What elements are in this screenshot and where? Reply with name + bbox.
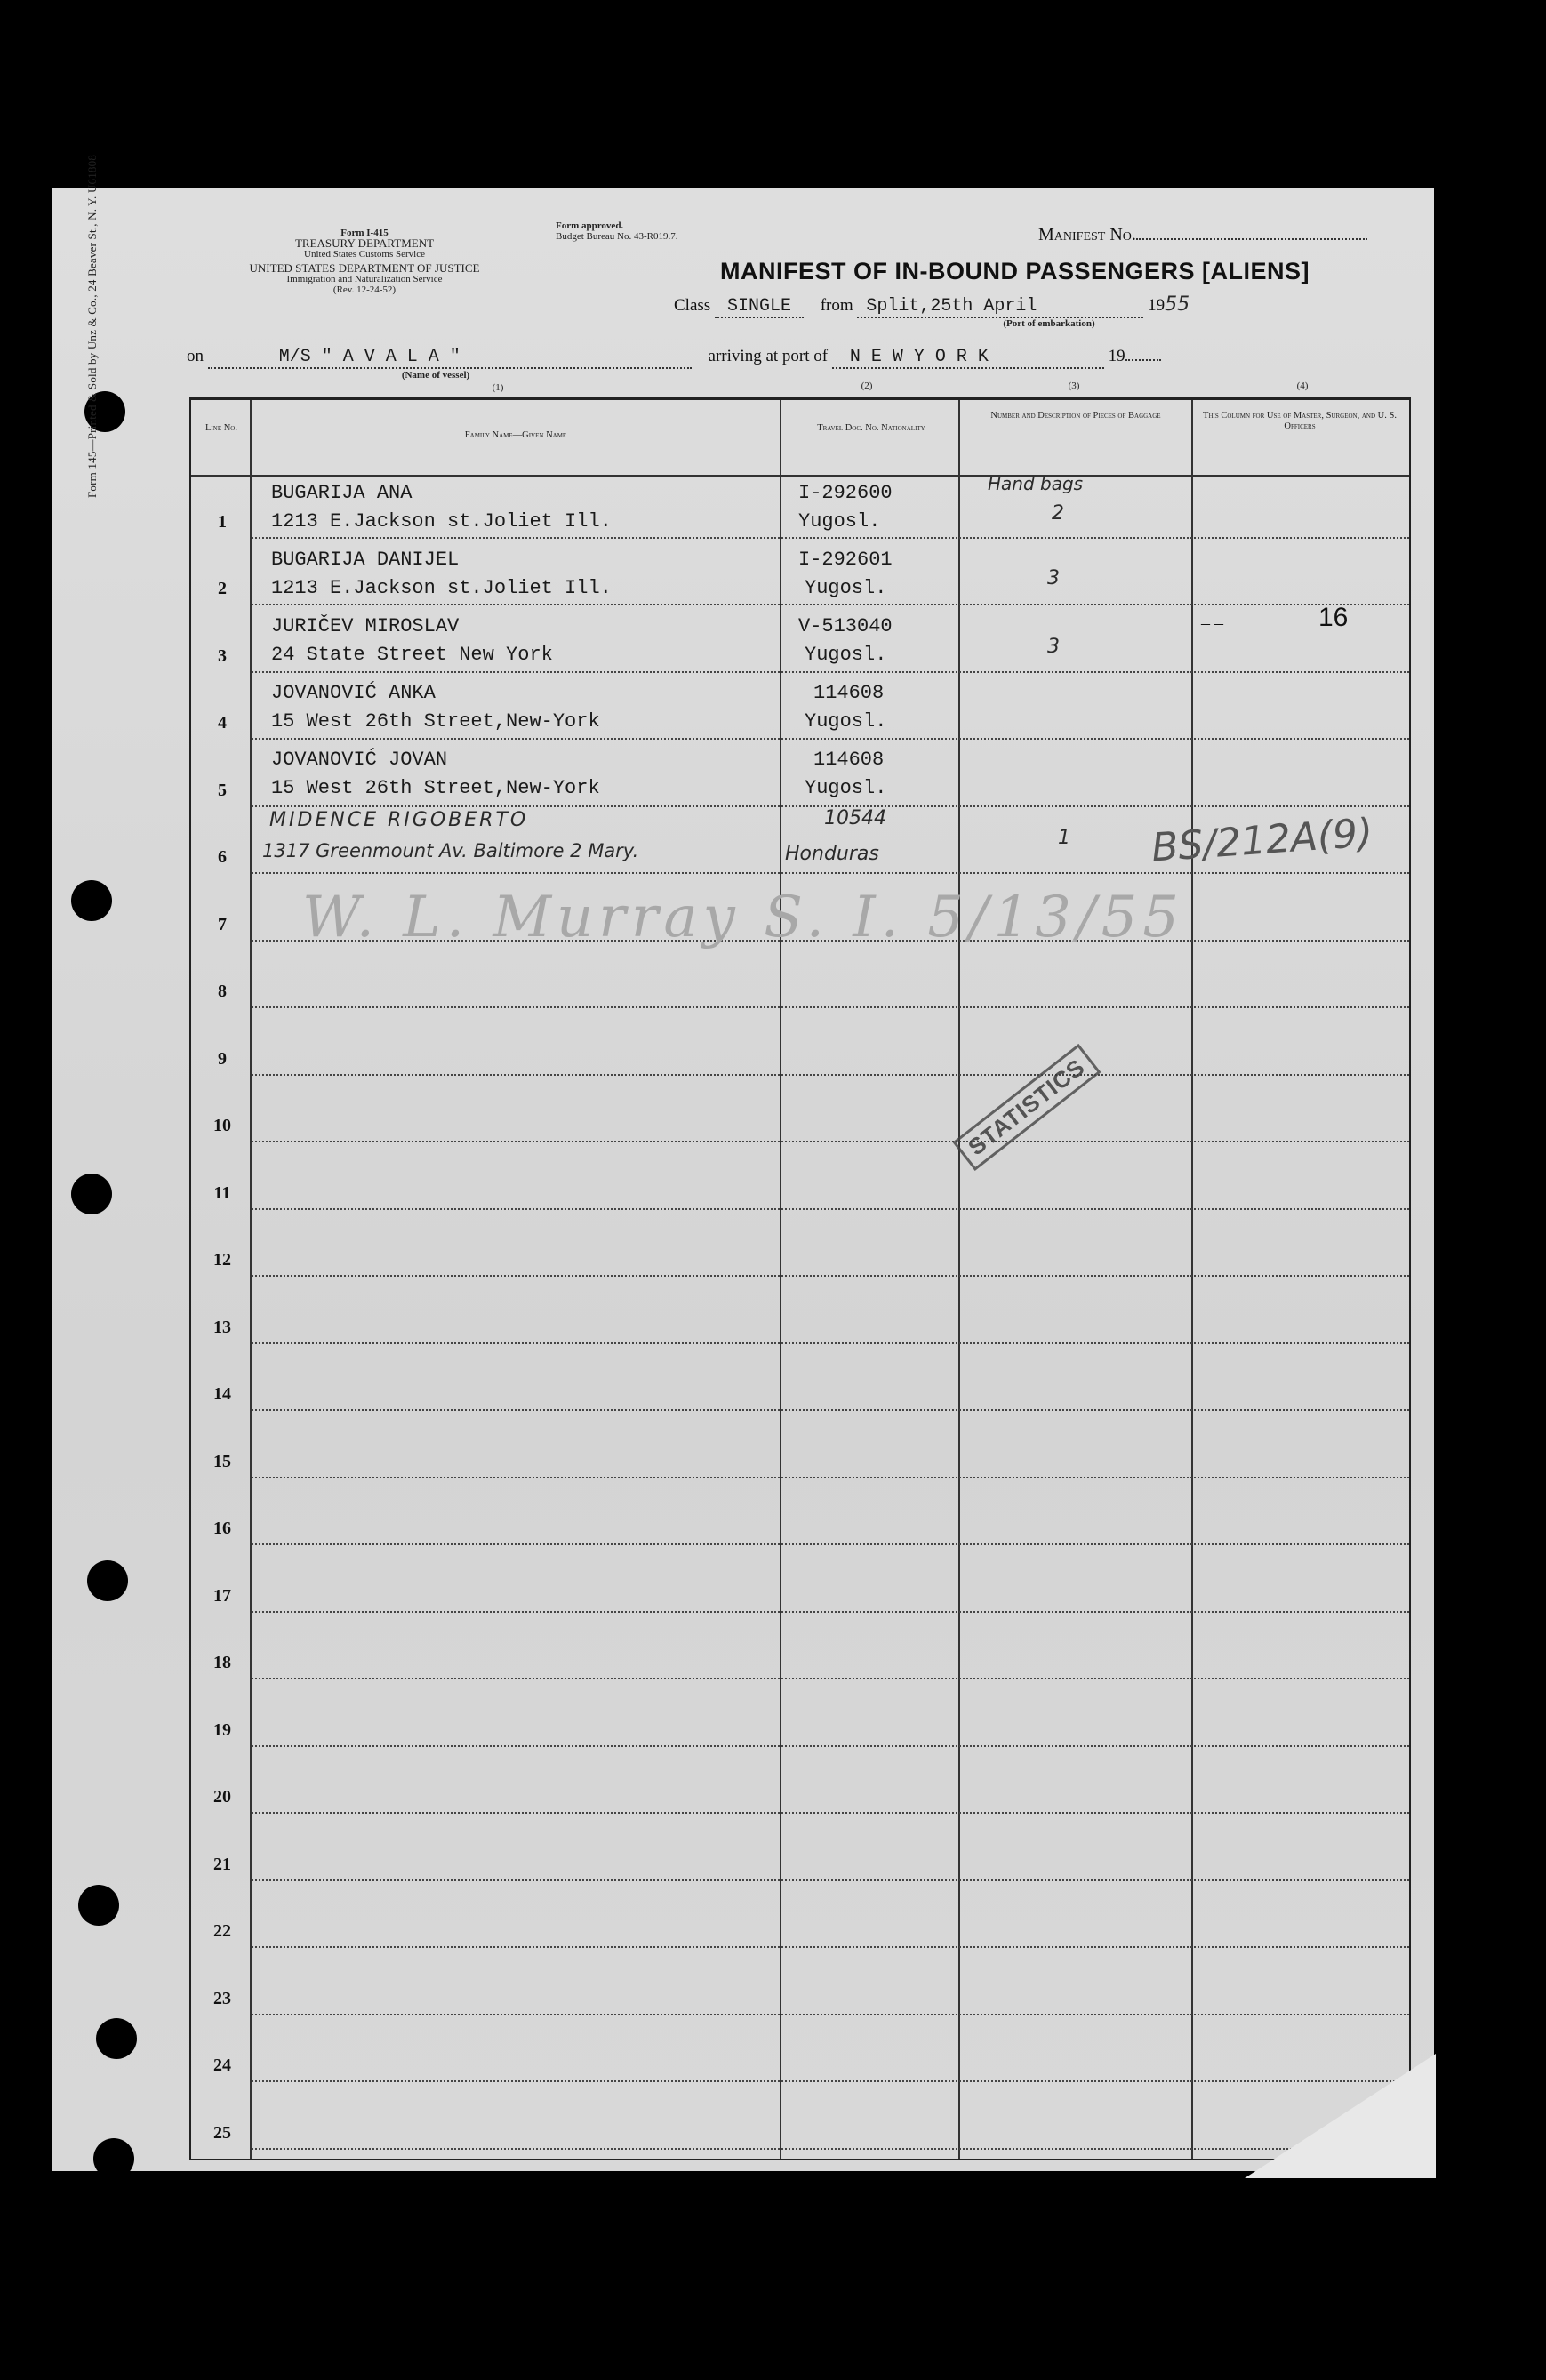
col-ref-2: (2) — [861, 381, 873, 391]
ins-service: Immigration and Naturalization Service — [286, 274, 443, 284]
punch-hole — [71, 880, 112, 921]
row-number: 21 — [213, 1854, 231, 1874]
row-number: 19 — [213, 1719, 231, 1740]
row-line — [252, 1678, 1409, 1679]
row-line — [252, 1543, 1409, 1545]
passenger-address: 1213 E.Jackson st.Joliet Ill. — [271, 577, 612, 599]
punch-hole — [78, 1885, 119, 1926]
class-value: SINGLE — [715, 296, 804, 318]
from-label: from — [820, 296, 853, 315]
row-number: 3 — [218, 645, 227, 666]
col-divider — [958, 400, 960, 2159]
baggage-note: Hand bags — [988, 473, 1084, 494]
row-number: 2 — [218, 579, 227, 598]
passenger-address: 24 State Street New York — [271, 644, 553, 666]
arrival-year: 19 — [1108, 347, 1125, 365]
row-line — [252, 671, 1409, 673]
travel-doc: 114608 — [813, 749, 885, 771]
justice-dept: UNITED STATES DEPARTMENT OF JUSTICE — [249, 261, 480, 275]
baggage-count: 1 — [1058, 827, 1070, 849]
travel-doc: V-513040 — [798, 615, 893, 637]
row-line — [252, 604, 1409, 605]
revision-date: (Rev. 12-24-52) — [332, 284, 397, 295]
row-line — [252, 1342, 1409, 1344]
col-ref-4: (4) — [1296, 381, 1309, 391]
col-divider — [1191, 400, 1193, 2159]
row-number: 12 — [213, 1250, 231, 1270]
row-number: 16 — [213, 1519, 231, 1538]
class-label: Class — [674, 296, 711, 315]
nationality: Yugosl. — [805, 644, 887, 666]
officer-dash: – – — [1201, 613, 1223, 633]
nationality: Yugosl. — [805, 577, 887, 599]
arriving-label: arriving at port of — [708, 347, 829, 365]
form-approved: Form approved. — [556, 220, 624, 231]
passenger-table — [189, 397, 1411, 2160]
manifest-no-label: Manifest No. — [1038, 225, 1136, 244]
row-line — [252, 1477, 1409, 1478]
row-line — [252, 738, 1409, 740]
folded-corner — [1245, 2054, 1436, 2178]
col-header-name: Family Name—Given Name — [464, 430, 567, 440]
col-header-line: Line No. — [205, 423, 237, 433]
baggage-count: 3 — [1047, 567, 1060, 589]
row-number: 4 — [218, 713, 227, 733]
nationality: Yugosl. — [805, 710, 887, 733]
passenger-name: JURIČEV MIROSLAV — [271, 615, 460, 637]
row-line — [252, 1879, 1409, 1881]
travel-doc: I-292600 — [798, 482, 893, 504]
treasury-dept: TREASURY DEPARTMENT — [294, 236, 435, 250]
row-line — [252, 2014, 1409, 2015]
row-number: 17 — [213, 1585, 231, 1606]
row-number: 15 — [213, 1451, 231, 1471]
page-title: MANIFEST OF IN-BOUND PASSENGERS [ALIENS] — [720, 258, 1310, 284]
vessel-caption: (Name of vessel) — [401, 370, 470, 381]
row-line — [252, 2080, 1409, 2082]
row-number: 13 — [213, 1317, 231, 1337]
row-line — [252, 1409, 1409, 1411]
travel-doc: 114608 — [813, 682, 885, 704]
punch-hole — [96, 2018, 137, 2059]
faint-signature: W. L. Murray S. I. 5/13/55 — [302, 885, 1184, 950]
row-line — [252, 1275, 1409, 1277]
row-line — [252, 1745, 1409, 1747]
nationality: Yugosl. — [798, 510, 881, 533]
travel-doc: I-292601 — [798, 549, 893, 571]
nationality: Honduras — [785, 843, 879, 865]
manifest-number-field — [1038, 225, 1367, 245]
row-number: 20 — [213, 1787, 231, 1807]
passenger-name: MIDENCE RIGOBERTO — [269, 809, 529, 831]
from-value: Split,25th April — [857, 296, 1143, 318]
punch-hole — [93, 2138, 134, 2179]
row-number: 23 — [213, 1988, 231, 2008]
col-ref-1: (1) — [492, 382, 504, 393]
row-line — [252, 1006, 1409, 1008]
vessel-value: M/S " A V A L A " — [208, 347, 692, 369]
passenger-name: JOVANOVIĆ ANKA — [271, 682, 436, 704]
row-line — [252, 1074, 1409, 1076]
row-number: 14 — [213, 1384, 231, 1404]
row-number: 18 — [213, 1653, 231, 1672]
row-number: 6 — [218, 847, 227, 867]
punch-hole — [87, 1560, 128, 1601]
class-line — [674, 293, 1190, 317]
passenger-address: 15 West 26th Street,New-York — [271, 777, 600, 799]
officer-count: 16 — [1318, 603, 1349, 632]
row-line — [252, 1611, 1409, 1613]
row-number: 8 — [218, 982, 227, 1001]
row-line — [252, 537, 1409, 539]
row-number: 5 — [218, 780, 227, 800]
row-number: 1 — [218, 511, 227, 532]
passenger-address: 1213 E.Jackson st.Joliet Ill. — [271, 510, 612, 533]
vessel-line — [187, 347, 1161, 367]
row-line — [252, 1946, 1409, 1948]
passenger-address: 1317 Greenmount Av. Baltimore 2 Mary. — [262, 840, 639, 861]
year-prefix: 19 — [1148, 296, 1166, 315]
baggage-count: 3 — [1047, 636, 1060, 658]
arriving-value: N E W Y O R K — [832, 347, 1104, 369]
col-header-travel: Travel Doc. No. Nationality — [817, 423, 925, 433]
row-number: 24 — [213, 2055, 231, 2075]
travel-doc: 10544 — [824, 807, 886, 829]
row-number: 25 — [213, 2122, 231, 2143]
row-number: 9 — [218, 1048, 227, 1069]
budget-bureau: Budget Bureau No. 43-R019.7. — [556, 231, 678, 242]
handwritten-reference: BS/212A(9) — [1149, 810, 1374, 871]
col-ref-3: (3) — [1068, 381, 1080, 391]
statistics-stamp: STATISTICS — [952, 1044, 1101, 1171]
row-number: 10 — [213, 1116, 231, 1135]
col-divider — [780, 400, 781, 2159]
form-identification — [169, 228, 560, 295]
baggage-count: 2 — [1052, 502, 1064, 525]
passenger-address: 15 West 26th Street,New-York — [271, 710, 600, 733]
row-number: 11 — [213, 1182, 231, 1203]
row-line — [252, 1812, 1409, 1814]
approval-block — [556, 220, 733, 242]
row-number: 7 — [218, 914, 227, 934]
passenger-name: JOVANOVIĆ JOVAN — [271, 749, 448, 771]
port-embarkation-caption: (Port of embarkation) — [1003, 318, 1095, 329]
passenger-name: BUGARIJA ANA — [271, 482, 413, 504]
col-divider — [250, 400, 252, 2159]
punch-hole — [71, 1174, 112, 1214]
row-line — [252, 1208, 1409, 1210]
on-label: on — [187, 347, 204, 365]
col-header-baggage: Number and Description of Pieces of Baggage — [990, 411, 1161, 421]
col-header-officers: This Column for Use of Master, Surgeon, and U. S. Officers — [1203, 411, 1397, 431]
printer-imprint: Form 145—Printed & Sold by Unz & Co., 24 Beaver St., N. Y. U61808 — [85, 154, 99, 498]
row-line — [252, 1141, 1409, 1142]
customs-service: United States Customs Service — [304, 249, 425, 260]
year-value: 55 — [1165, 293, 1190, 316]
row-line — [252, 2148, 1409, 2150]
row-line — [252, 872, 1409, 874]
header-divider — [191, 475, 1409, 477]
passenger-name: BUGARIJA DANIJEL — [271, 549, 460, 571]
row-number: 22 — [213, 1921, 231, 1941]
form-number: Form I-415 — [340, 228, 389, 238]
nationality: Yugosl. — [805, 777, 887, 799]
